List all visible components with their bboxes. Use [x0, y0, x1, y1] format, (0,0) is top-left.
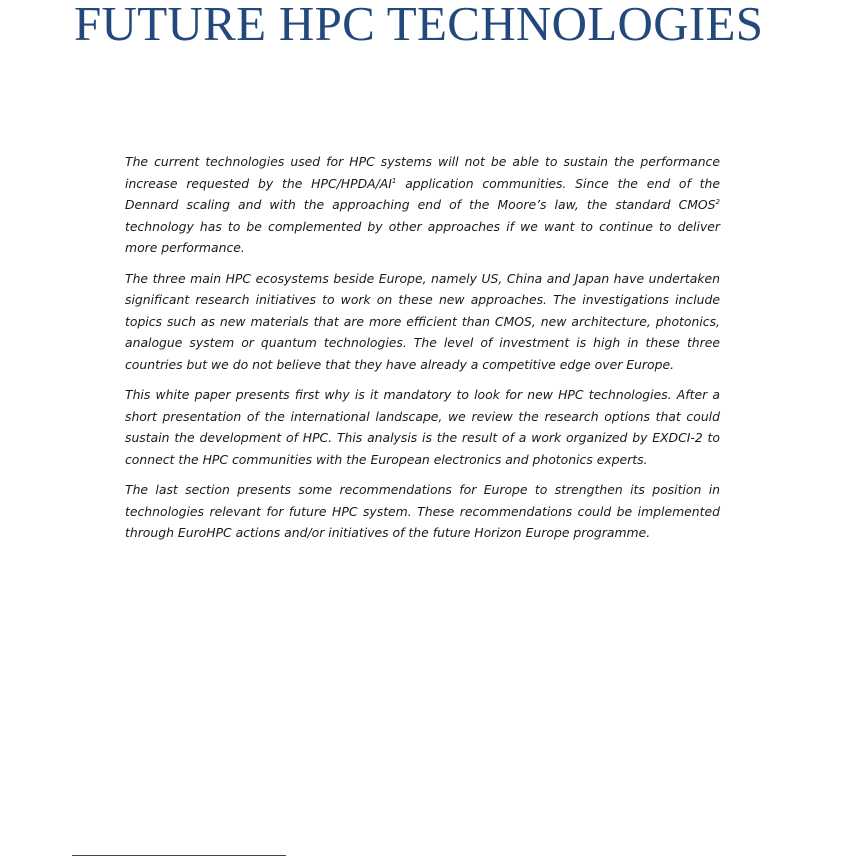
paragraph-text: technology has to be complemented by other approaches if we want to continue to deliver more performance.: [125, 218, 720, 255]
footnote-marker[interactable]: 1: [391, 176, 397, 185]
paragraph: [125, 384, 720, 470]
paragraph-text: This white paper presents first why is it mandatory to look for new HPC technologies. After a short presentation of the international landscape, we review the research options that could sustain the development of HPC. This analysis is the result of a work organized by EXDCI-2 to connect the HPC communities with the European electronics and photonics experts.: [125, 387, 720, 467]
paragraph-text: application communities. Since the end of the Dennard scaling and with the approaching end of the Moore’s law, the standard CMOS: [125, 175, 721, 212]
paragraph: [125, 151, 720, 259]
abstract-body: [125, 151, 720, 553]
paragraph: [125, 268, 720, 376]
paragraph-text: The current technologies used for HPC systems will not be able to sustain the performance increase requested by the HPC/HPDA/AI: [125, 154, 720, 191]
paragraph-text: The last section presents some recommendations for Europe to strengthen its position in technologies relevant for future HPC system. These recommendations could be implemented through EuroHPC actions and/or initiatives of the future Horizon Europe programme.: [125, 482, 720, 540]
footnote-separator: [72, 855, 286, 856]
footnote-marker[interactable]: 2: [715, 198, 720, 206]
paragraph-text: The three main HPC ecosystems beside Europe, namely US, China and Japan have undertaken significant research initiatives to work on these new approaches. The investigations include topics such as new materials that are more efficient than CMOS, new architecture, photonics, analogue system or quantum technologies. The level of investment is high in these three countries but we do not believe that they have already a competitive edge over Europe.: [125, 270, 720, 372]
document-title: FUTURE HPC TECHNOLOGIES: [74, 0, 764, 51]
paragraph: [125, 479, 720, 544]
